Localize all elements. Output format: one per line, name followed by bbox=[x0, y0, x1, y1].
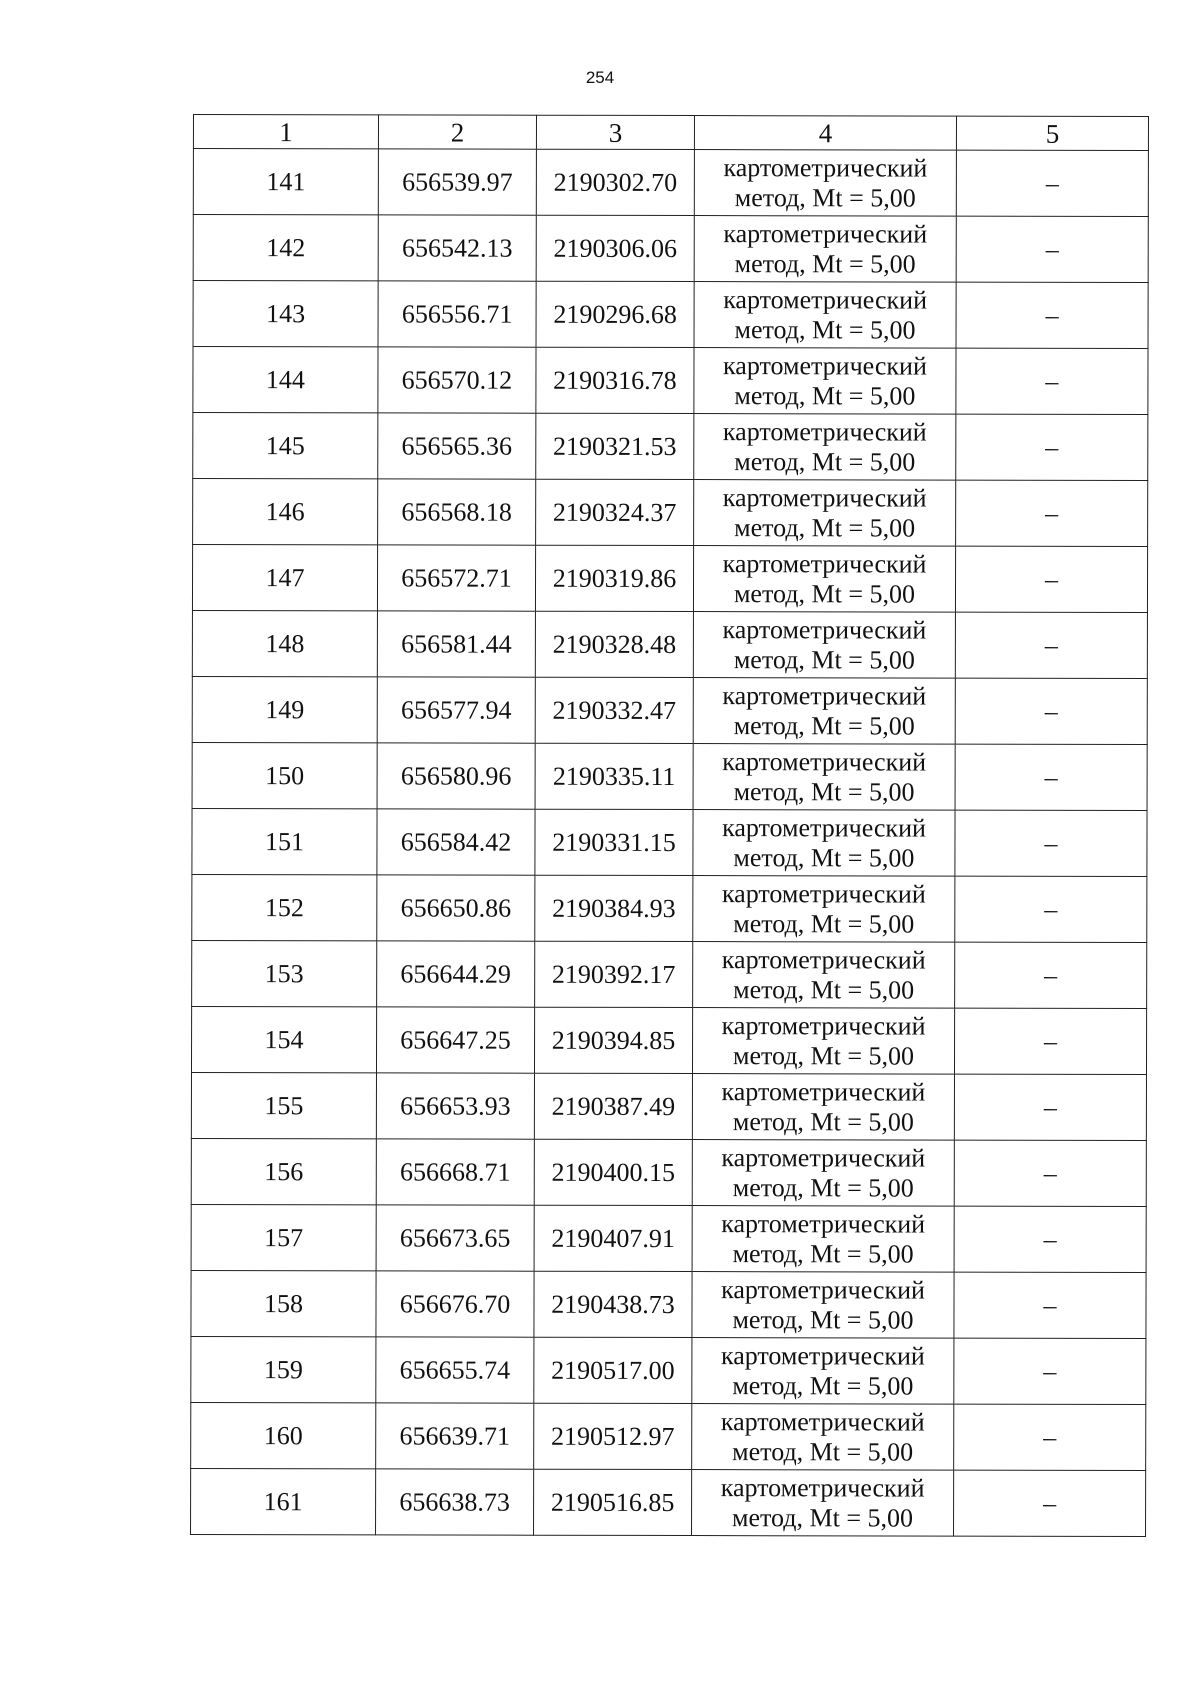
method-line-2: метод, Mt = 5,00 bbox=[732, 1172, 914, 1203]
point-number-cell: 155 bbox=[191, 1072, 376, 1138]
method-line-1: картометрический bbox=[721, 1010, 926, 1041]
y-coordinate-cell: 2190384.93 bbox=[535, 875, 693, 941]
method-cell bbox=[694, 348, 956, 415]
method-line-2: метод, Mt = 5,00 bbox=[733, 776, 915, 807]
table-row bbox=[192, 610, 1147, 678]
point-number-cell: 142 bbox=[193, 215, 378, 281]
y-coordinate-cell: 2190517.00 bbox=[534, 1337, 692, 1403]
y-coordinate-cell: 2190387.49 bbox=[534, 1073, 692, 1139]
y-coordinate-cell: 2190316.78 bbox=[536, 347, 694, 413]
table-row bbox=[193, 215, 1148, 283]
y-coordinate-cell: 2190324.37 bbox=[536, 479, 694, 545]
table-row bbox=[193, 413, 1148, 481]
point-number-cell: 148 bbox=[192, 610, 377, 676]
note-cell: – bbox=[956, 216, 1148, 282]
method-line-1: картометрический bbox=[720, 1472, 925, 1503]
method-line-2: метод, Mt = 5,00 bbox=[734, 182, 916, 213]
method-line-2: метод, Mt = 5,00 bbox=[734, 512, 916, 543]
note-cell: – bbox=[955, 612, 1147, 678]
y-coordinate-cell: 2190306.06 bbox=[536, 215, 694, 281]
header-col-3: 3 bbox=[536, 115, 694, 149]
table-header-row bbox=[193, 115, 1148, 151]
y-coordinate-cell: 2190296.68 bbox=[536, 281, 694, 347]
x-coordinate-cell: 656638.73 bbox=[376, 1469, 534, 1535]
header-col-4: 4 bbox=[694, 116, 956, 151]
table-row bbox=[191, 1270, 1146, 1338]
point-number-cell: 154 bbox=[191, 1006, 376, 1072]
method-line-1: картометрический bbox=[723, 152, 928, 183]
point-number-cell: 160 bbox=[191, 1402, 376, 1468]
note-cell: – bbox=[956, 414, 1148, 480]
point-number-cell: 158 bbox=[191, 1270, 376, 1336]
method-line-2: метод, Mt = 5,00 bbox=[734, 314, 916, 345]
method-cell bbox=[694, 150, 956, 217]
y-coordinate-cell: 2190512.97 bbox=[534, 1403, 692, 1469]
page-number: 254 bbox=[585, 68, 615, 87]
table-row bbox=[193, 479, 1148, 547]
method-line-1: картометрический bbox=[721, 878, 926, 909]
table-row bbox=[192, 676, 1147, 744]
method-line-1: картометрический bbox=[721, 944, 926, 975]
note-cell: – bbox=[956, 150, 1148, 216]
header-col-1: 1 bbox=[193, 115, 378, 149]
y-coordinate-cell: 2190321.53 bbox=[536, 413, 694, 479]
method-line-2: метод, Mt = 5,00 bbox=[732, 1502, 914, 1533]
point-number-cell: 143 bbox=[193, 281, 378, 347]
method-line-1: картометрический bbox=[723, 350, 927, 381]
method-cell bbox=[693, 678, 955, 745]
point-number-cell: 153 bbox=[192, 940, 377, 1006]
method-line-1: картометрический bbox=[721, 1274, 925, 1305]
method-line-2: метод, Mt = 5,00 bbox=[732, 1238, 914, 1269]
table-row bbox=[191, 1006, 1146, 1074]
point-number-cell: 157 bbox=[191, 1204, 376, 1270]
x-coordinate-cell: 656580.96 bbox=[377, 743, 535, 809]
table-row bbox=[193, 149, 1148, 217]
x-coordinate-cell: 656572.71 bbox=[377, 545, 535, 611]
method-line-2: метод, Mt = 5,00 bbox=[734, 446, 916, 477]
method-line-2: метод, Mt = 5,00 bbox=[732, 1040, 915, 1071]
x-coordinate-cell: 656650.86 bbox=[377, 875, 535, 941]
x-coordinate-cell: 656639.71 bbox=[376, 1403, 534, 1469]
note-cell: – bbox=[955, 744, 1147, 810]
x-coordinate-cell: 656584.42 bbox=[377, 809, 535, 875]
point-number-cell: 152 bbox=[192, 874, 377, 940]
method-line-1: картометрический bbox=[720, 1340, 925, 1371]
method-line-2: метод, Mt = 5,00 bbox=[733, 710, 915, 741]
method-cell bbox=[693, 810, 955, 877]
method-cell bbox=[693, 744, 955, 811]
note-cell: – bbox=[954, 1140, 1146, 1206]
note-cell: – bbox=[956, 282, 1148, 348]
table-row bbox=[191, 1072, 1146, 1140]
x-coordinate-cell: 656577.94 bbox=[377, 677, 535, 743]
table-row bbox=[192, 808, 1147, 876]
note-cell: – bbox=[956, 480, 1148, 546]
note-cell: – bbox=[954, 1074, 1146, 1140]
method-line-1: картометрический bbox=[721, 1208, 926, 1239]
table-row bbox=[192, 940, 1147, 1008]
method-line-1: картометрический bbox=[723, 284, 928, 315]
method-line-2: метод, Mt = 5,00 bbox=[732, 1436, 914, 1467]
y-coordinate-cell: 2190407.91 bbox=[534, 1205, 692, 1271]
point-number-cell: 145 bbox=[193, 413, 378, 479]
method-line-2: метод, Mt = 5,00 bbox=[733, 908, 915, 939]
method-cell bbox=[694, 282, 956, 349]
method-cell bbox=[692, 1140, 954, 1207]
point-number-cell: 149 bbox=[192, 676, 377, 742]
method-line-2: метод, Mt = 5,00 bbox=[733, 644, 915, 675]
point-number-cell: 147 bbox=[192, 545, 377, 611]
table-row bbox=[191, 1204, 1146, 1272]
table-row bbox=[193, 347, 1148, 415]
method-cell bbox=[692, 1206, 954, 1273]
y-coordinate-cell: 2190302.70 bbox=[536, 149, 694, 215]
y-coordinate-cell: 2190438.73 bbox=[534, 1271, 692, 1337]
x-coordinate-cell: 656568.18 bbox=[378, 479, 536, 545]
y-coordinate-cell: 2190332.47 bbox=[535, 677, 693, 743]
x-coordinate-cell: 656655.74 bbox=[376, 1337, 534, 1403]
method-line-1: картометрический bbox=[721, 1076, 926, 1107]
x-coordinate-cell: 656653.93 bbox=[376, 1073, 534, 1139]
x-coordinate-cell: 656565.36 bbox=[378, 413, 536, 479]
method-line-1: картометрический bbox=[723, 218, 928, 249]
method-cell bbox=[693, 942, 955, 1009]
method-line-1: картометрический bbox=[722, 746, 927, 777]
header-col-2: 2 bbox=[378, 115, 536, 149]
y-coordinate-cell: 2190331.15 bbox=[535, 809, 693, 875]
method-cell bbox=[694, 216, 956, 283]
table-row bbox=[191, 1402, 1146, 1470]
method-line-2: метод, Mt = 5,00 bbox=[733, 974, 915, 1005]
table-row bbox=[192, 545, 1147, 613]
note-cell: – bbox=[955, 942, 1147, 1008]
method-line-2: метод, Mt = 5,00 bbox=[732, 1304, 914, 1335]
y-coordinate-cell: 2190392.17 bbox=[535, 941, 693, 1007]
method-cell bbox=[692, 1272, 954, 1339]
x-coordinate-cell: 656644.29 bbox=[377, 941, 535, 1007]
note-cell: – bbox=[956, 348, 1148, 414]
table-row bbox=[191, 1138, 1146, 1206]
table-row bbox=[192, 742, 1147, 810]
method-cell bbox=[693, 546, 955, 613]
method-line-2: метод, Mt = 5,00 bbox=[732, 1370, 914, 1401]
x-coordinate-cell: 656647.25 bbox=[376, 1007, 534, 1073]
x-coordinate-cell: 656581.44 bbox=[377, 611, 535, 677]
method-line-1: картометрический bbox=[722, 416, 927, 447]
method-cell bbox=[694, 480, 956, 547]
method-cell bbox=[692, 1470, 954, 1537]
method-line-2: метод, Mt = 5,00 bbox=[733, 578, 916, 609]
x-coordinate-cell: 656542.13 bbox=[378, 215, 536, 281]
method-line-1: картометрический bbox=[722, 614, 927, 645]
point-number-cell: 141 bbox=[193, 149, 378, 215]
x-coordinate-cell: 656570.12 bbox=[378, 347, 536, 413]
method-line-1: картометрический bbox=[722, 680, 927, 711]
method-cell bbox=[692, 1338, 954, 1405]
method-line-2: метод, Mt = 5,00 bbox=[734, 380, 916, 411]
point-number-cell: 151 bbox=[192, 808, 377, 874]
method-line-1: картометрический bbox=[722, 482, 927, 513]
point-number-cell: 150 bbox=[192, 742, 377, 808]
note-cell: – bbox=[954, 1338, 1146, 1404]
method-cell bbox=[693, 612, 955, 679]
table-row bbox=[191, 1336, 1146, 1404]
y-coordinate-cell: 2190319.86 bbox=[535, 545, 693, 611]
y-coordinate-cell: 2190394.85 bbox=[534, 1007, 692, 1073]
method-line-1: картометрический bbox=[721, 1142, 926, 1173]
point-number-cell: 144 bbox=[193, 347, 378, 413]
y-coordinate-cell: 2190335.11 bbox=[535, 743, 693, 809]
method-line-1: картометрический bbox=[722, 548, 927, 579]
y-coordinate-cell: 2190400.15 bbox=[534, 1139, 692, 1205]
method-line-1: картометрический bbox=[722, 812, 926, 843]
method-cell bbox=[692, 1074, 954, 1141]
x-coordinate-cell: 656668.71 bbox=[376, 1139, 534, 1205]
x-coordinate-cell: 656539.97 bbox=[378, 149, 536, 215]
note-cell: – bbox=[954, 1404, 1146, 1470]
table-body bbox=[191, 149, 1149, 1537]
point-number-cell: 159 bbox=[191, 1336, 376, 1402]
header-col-5: 5 bbox=[956, 116, 1148, 150]
note-cell: – bbox=[955, 678, 1147, 744]
note-cell: – bbox=[954, 1206, 1146, 1272]
note-cell: – bbox=[954, 1008, 1146, 1074]
method-line-2: метод, Mt = 5,00 bbox=[732, 1106, 914, 1137]
x-coordinate-cell: 656673.65 bbox=[376, 1205, 534, 1271]
table-row bbox=[191, 1468, 1146, 1536]
table-row bbox=[193, 281, 1148, 349]
y-coordinate-cell: 2190516.85 bbox=[534, 1469, 692, 1535]
method-line-2: метод, Mt = 5,00 bbox=[733, 842, 915, 873]
method-line-2: метод, Mt = 5,00 bbox=[734, 248, 916, 279]
method-cell bbox=[694, 414, 956, 481]
method-line-1: картометрический bbox=[720, 1406, 925, 1437]
note-cell: – bbox=[955, 546, 1147, 612]
note-cell: – bbox=[955, 876, 1147, 942]
point-number-cell: 146 bbox=[193, 479, 378, 545]
note-cell: – bbox=[954, 1470, 1146, 1536]
note-cell: – bbox=[955, 810, 1147, 876]
point-number-cell: 161 bbox=[191, 1468, 376, 1534]
coordinates-table bbox=[190, 114, 1149, 1537]
x-coordinate-cell: 656556.71 bbox=[378, 281, 536, 347]
point-number-cell: 156 bbox=[191, 1138, 376, 1204]
note-cell: – bbox=[954, 1272, 1146, 1338]
x-coordinate-cell: 656676.70 bbox=[376, 1271, 534, 1337]
method-cell bbox=[692, 1404, 954, 1471]
table-row bbox=[192, 874, 1147, 942]
method-cell bbox=[693, 876, 955, 943]
y-coordinate-cell: 2190328.48 bbox=[535, 611, 693, 677]
method-cell bbox=[692, 1008, 954, 1075]
